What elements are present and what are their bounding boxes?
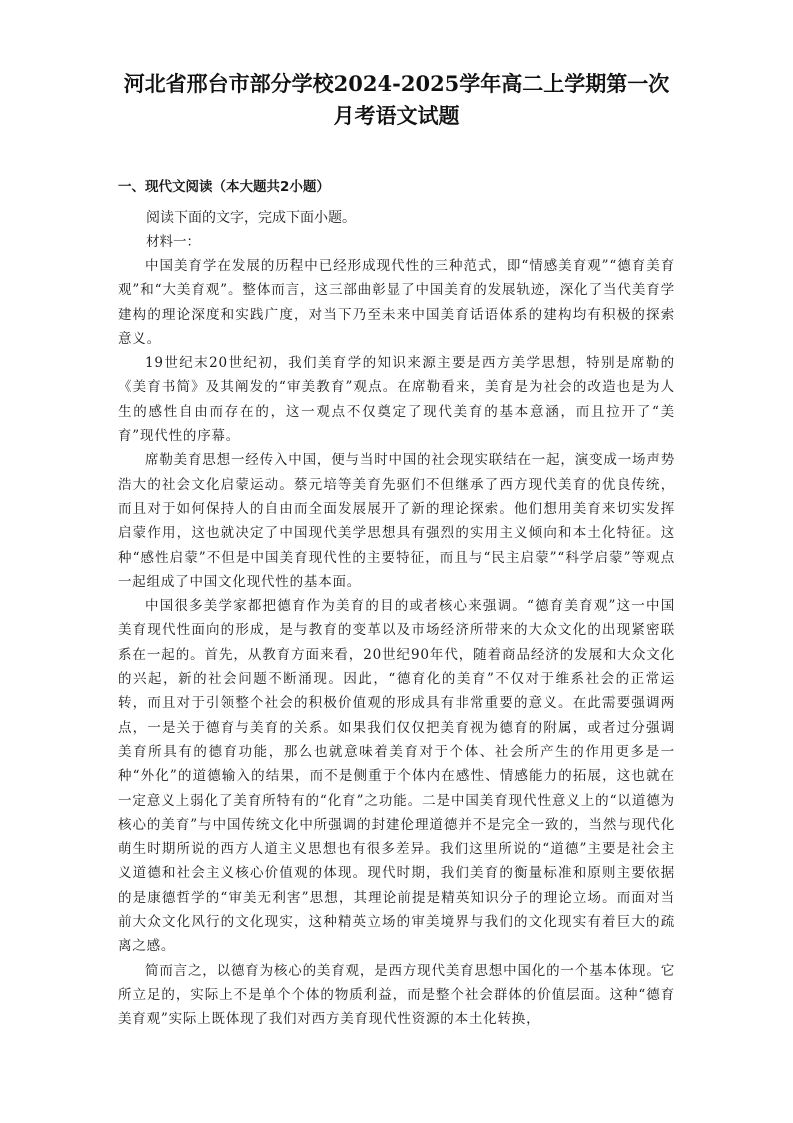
paragraph: 席勒美育思想一经传入中国，便与当时中国的社会现实联结在一起，演变成一场声势浩大的社会文化启蒙运动。蔡元培等美育先驱们不但继承了西方现代美育的优良传统，而且对于如何保持人的自由而全面发展展开了新的理论探索。他们想用美育来切实发挥启蒙作用，这也就决定了中国现代美学思想具有强烈的实用主义倾向和本土化特征。这种“感性启蒙”不但是中国美育现代性的主要特征，而且与“民主启蒙”“科学启蒙”等观点一起组成了中国文化现代性的基本面。: [118, 452, 675, 590]
title-line-2: 月考语文试题: [333, 103, 460, 128]
title-line-1: 河北省邢台市部分学校2024-2025学年高二上学期第一次: [123, 71, 670, 96]
paragraph: 19世纪末20世纪初，我们美育学的知识来源主要是西方美学思想，特别是席勒的《美育书简》及其阐发的“审美教育”观点。在席勒看来，美育是为社会的改造也是为人生的感性自由而存在的，这一观点不仅奠定了现代美育的基本意涵，而且拉开了“美育”现代性的序幕。: [118, 355, 675, 445]
reading-instruction: 阅读下面的文字，完成下面小题。: [146, 210, 356, 226]
document-title: [118, 68, 675, 132]
paragraph: 中国很多美学家都把德育作为美育的目的或者核心来强调。“德育美育观”这一中国美育现代性面向的形成，是与教育的变革以及市场经济所带来的大众文化的出现紧密联系在一起的。首先，从教育方面来看，20世纪90年代，随着商品经济的发展和大众文化的兴起，新的社会问题不断涌现。因此，“德育化的美育”不仅对于维系社会的正常运转，而且对于引领整个社会的积极价值观的形成具有非常重要的意义。在此需要强调两点，一是关于德育与美育的关系。如果我们仅仅把美育视为德育的附属，或者过分强调美育所具有的德育功能，那么也就意味着美育对于个体、社会所产生的作用更多是一种“外化”的道德输入的结果，而不是侧重于个体内在感性、情感能力的拓展，这也就在一定意义上弱化了美育所特有的“化育”之功能。二是中国美育现代性意义上的“以道德为核心的美育”与中国传统文化中所强调的封建伦理道德并不是完全一致的，当然与现代化萌生时期所说的西方人道主义思想也有很多差异。我们这里所说的“道德”主要是社会主义道德和社会主义核心价值观的体现。现代时期，我们美育的衡量标准和原则主要依据的是康德哲学的“审美无利害”思想，其理论前提是精英知识分子的理论立场。而面对当前大众文化风行的文化现实，这种精英立场的审美境界与我们的文化现实有着巨大的疏离之感。: [118, 598, 675, 955]
section-heading: 一、现代文阅读（本大题共2小题）: [118, 179, 330, 195]
paragraph: 简而言之，以德育为核心的美育观，是西方现代美育思想中国化的一个基本体现。它所立足的，实际上不是单个个体的物质利益，而是整个社会群体的价值层面。这种“德育美育观”实际上既体现了我们对西方美育现代性资源的本土化转换，: [118, 962, 675, 1028]
paragraph: 中国美育学在发展的历程中已经形成现代性的三种范式，即“情感美育观”“德育美育观”和“大美育观”。整体而言，这三部曲彰显了中国美育的发展轨迹，深化了当代美育学建构的理论深度和实践广度，对当下乃至未来中国美育话语体系的建构均有积极的探索意义。: [118, 258, 675, 347]
material-label: 材料一：: [146, 234, 200, 250]
